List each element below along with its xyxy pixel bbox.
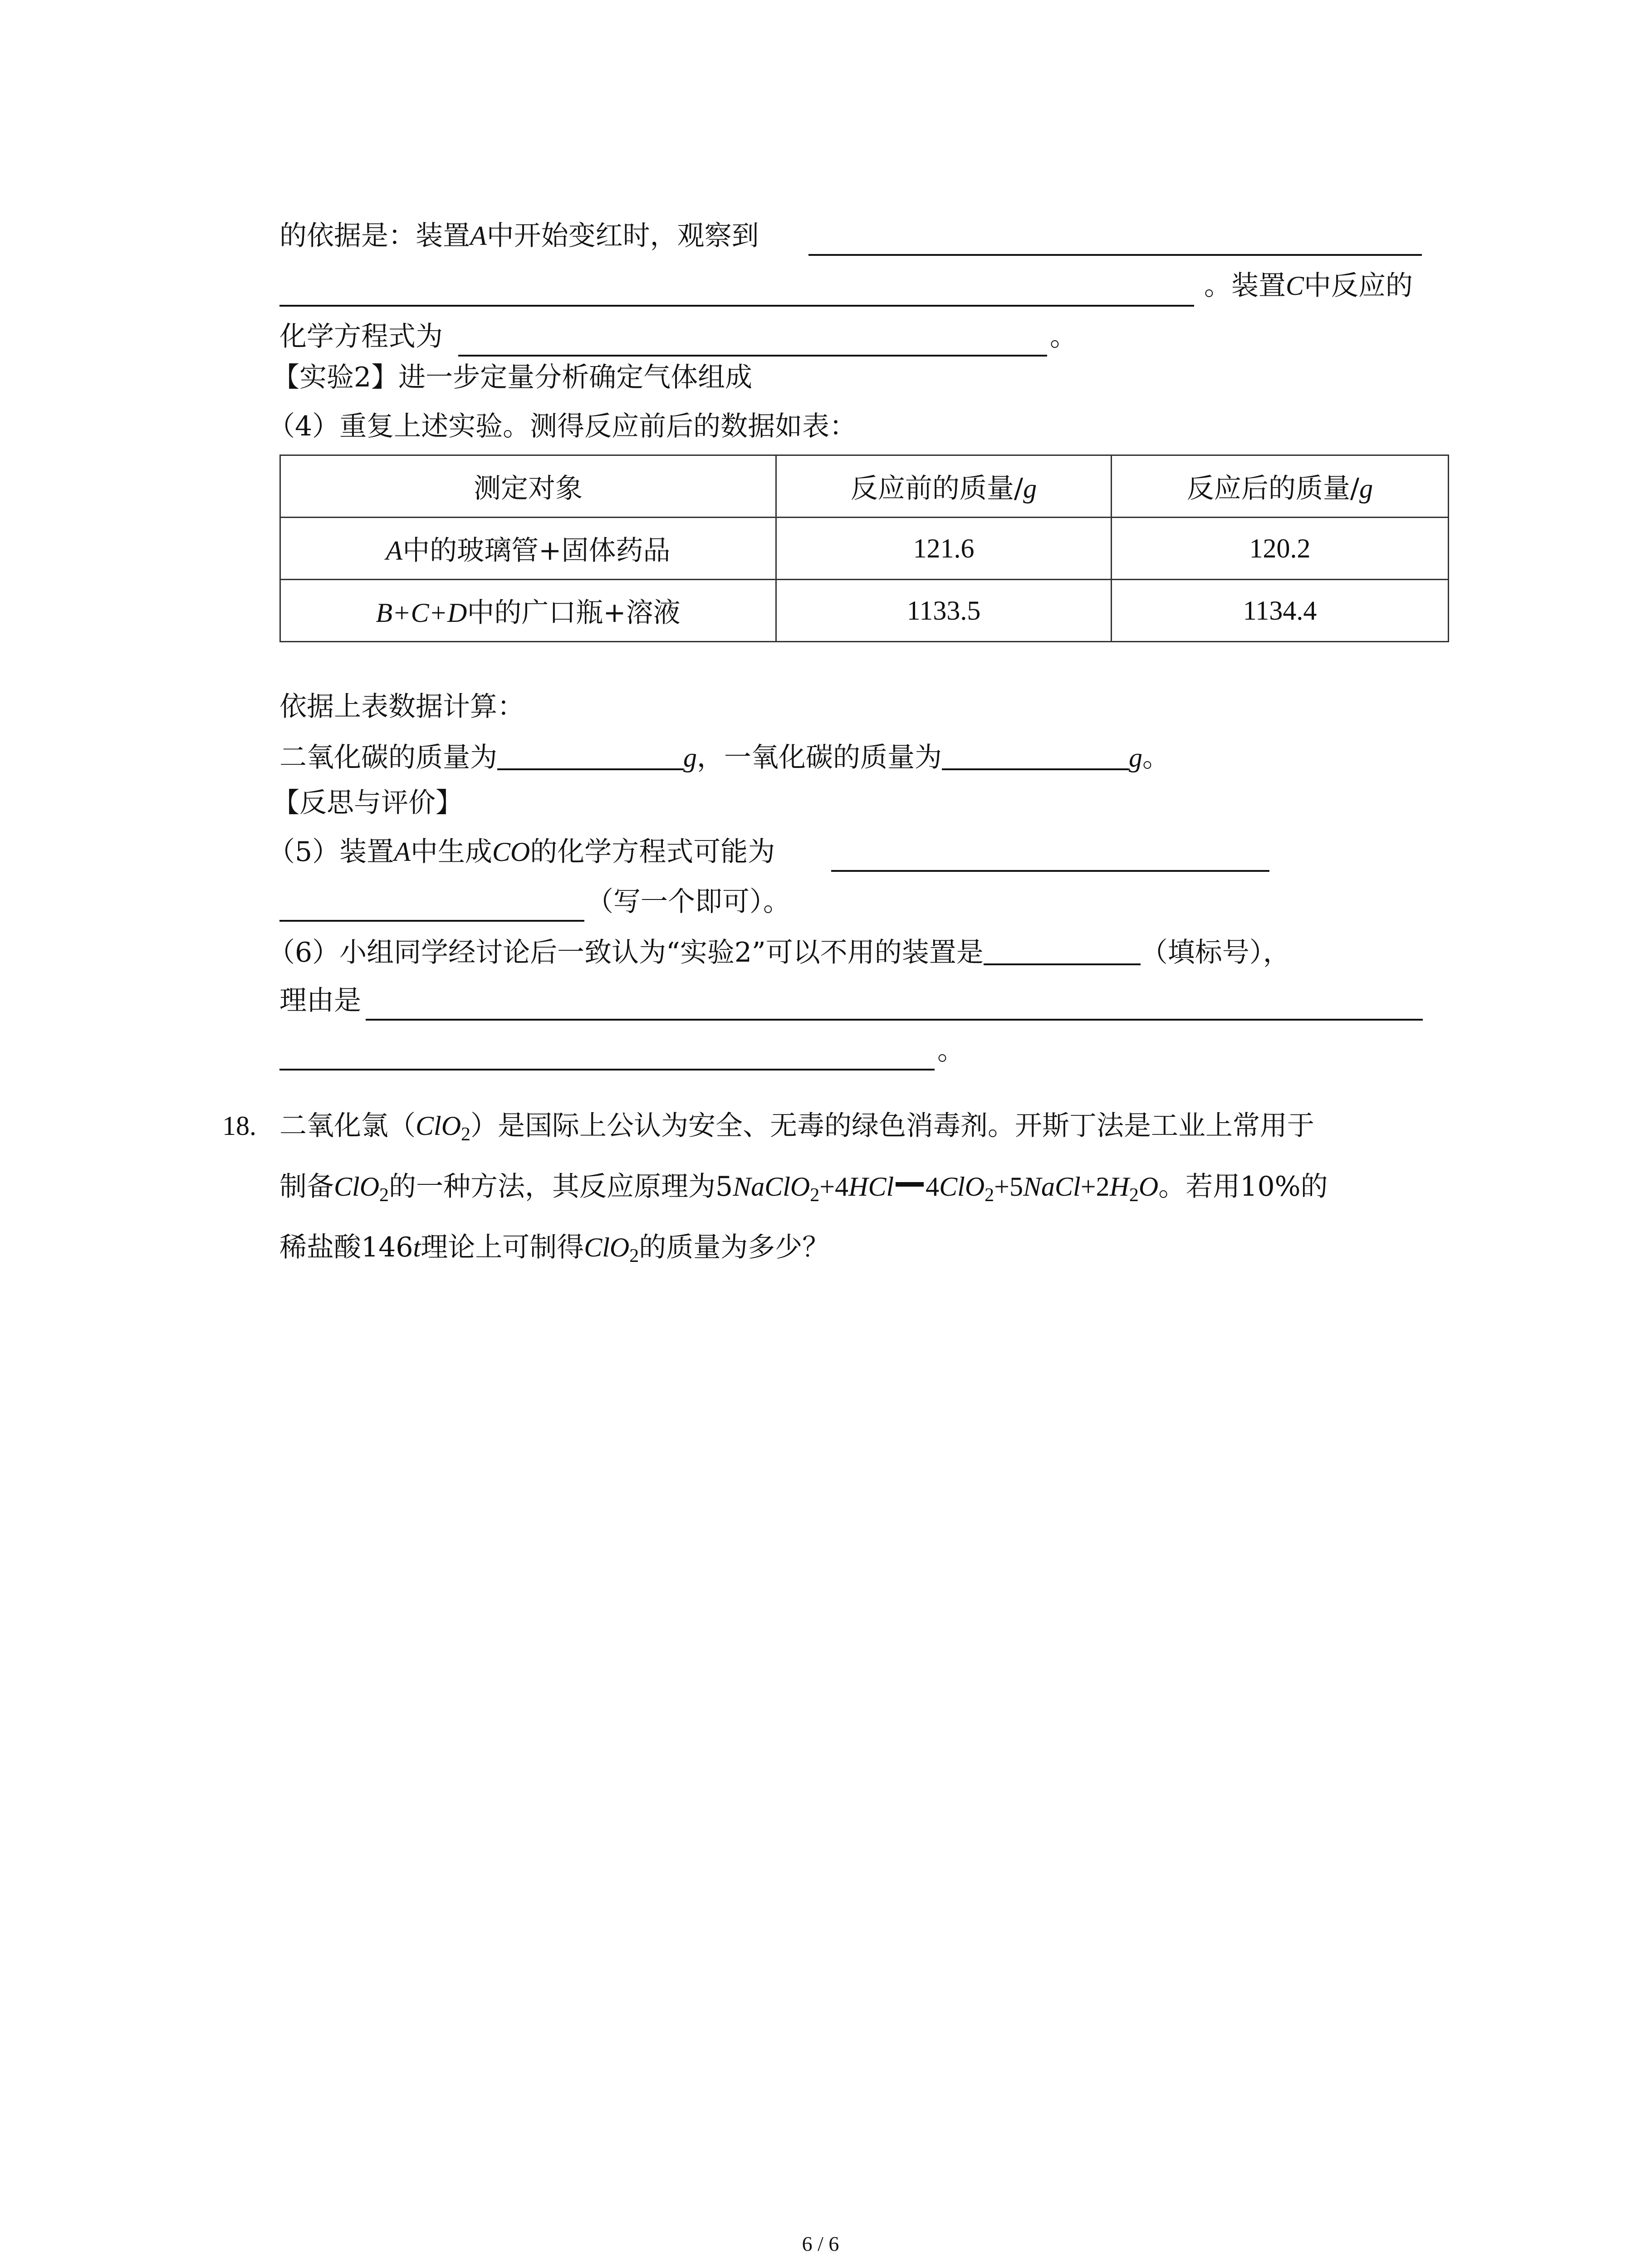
calc-line (279, 742, 1170, 771)
q17-text: 的依据是：装置 (279, 220, 470, 252)
var-A: A (470, 221, 487, 251)
q18-text: 4 (926, 1172, 940, 1202)
device-label-blank[interactable] (984, 937, 1141, 965)
q18-line-2 (279, 1171, 1328, 1206)
sub-question-5-line-2: （写一个即可）。 (586, 886, 790, 918)
sub-question-4: （4）重复上述实验。测得反应前后的数据如表： (268, 411, 857, 442)
table-cell: 1134.4 (1112, 580, 1449, 642)
var-BCD: B+C+D (376, 598, 467, 628)
formula-clo2: ClO (416, 1111, 461, 1141)
q18-text: 二氧化氯（ (279, 1110, 416, 1142)
unit-g: g (1359, 474, 1373, 503)
q17-line-3-end: 。 (1050, 321, 1077, 352)
unit-t: t (413, 1232, 421, 1262)
answer-blank[interactable] (808, 254, 1422, 256)
q17-text: 中开始变红时，观察到 (486, 220, 759, 252)
q18-text: ）是国际上公认为安全、无毒的绿色消毒剂。开斯丁法是工业上常用于 (470, 1110, 1315, 1142)
table-cell: 121.6 (776, 518, 1112, 580)
data-table (279, 455, 1449, 642)
reaction-equals-sign (896, 1182, 924, 1187)
formula-hcl: HCl (848, 1172, 894, 1202)
header-text: 测定对象 (474, 473, 583, 504)
equation-blank-cont[interactable] (279, 920, 584, 922)
subscript: 2 (379, 1185, 389, 1206)
table-header (1112, 455, 1449, 518)
header-text: 反应后的质量/ (1186, 473, 1360, 504)
formula-clo2: ClO (584, 1232, 630, 1262)
q17-text: 化学方程式为 (279, 321, 443, 352)
table-cell (280, 518, 776, 580)
q18-text: 理论上可制得 (421, 1232, 584, 1263)
q17-line-1 (279, 220, 759, 252)
sub-question-5 (268, 836, 775, 868)
co-mass-blank[interactable] (942, 742, 1129, 770)
q18-line-1 (279, 1110, 1315, 1145)
subscript: 2 (1129, 1185, 1139, 1206)
q17-text: 。装置 (1204, 270, 1286, 302)
answer-blank[interactable] (458, 355, 1047, 357)
q5-text: 中生成 (410, 836, 492, 868)
q18-text: 的一种方法，其反应原理为5 (389, 1171, 733, 1202)
sub-question-6 (268, 937, 1290, 966)
q6-text: （6）小组同学经讨论后一致认为“实验2”可以不用的装置是 (268, 937, 984, 968)
q5-text: （5）装置 (268, 836, 394, 868)
formula-clo2: ClO (334, 1172, 380, 1202)
q6-text: （填标号）， (1140, 937, 1290, 968)
cell-text: 中的玻璃管+固体药品 (402, 535, 671, 567)
equation-blank[interactable] (831, 870, 1269, 872)
q18-text: 的质量为多少？ (639, 1232, 830, 1263)
reason-end: 。 (937, 1035, 965, 1066)
q18-text: 稀盐酸146 (279, 1232, 413, 1263)
calc-text: 。 (1142, 742, 1170, 773)
unit-g: g (1023, 474, 1037, 503)
table-header (776, 455, 1112, 518)
subscript: 2 (810, 1185, 820, 1206)
co2-mass-blank[interactable] (497, 742, 683, 770)
reason-blank[interactable] (366, 1019, 1423, 1021)
q18-text: +2 (1080, 1172, 1110, 1202)
var-A: A (394, 837, 411, 867)
cell-text: 中的广口瓶+溶液 (467, 597, 681, 629)
calc-text: ，一氧化碳的质量为 (697, 742, 942, 773)
question-18-number: 18. (222, 1111, 256, 1141)
q18-text: 。若用10%的 (1158, 1171, 1328, 1202)
answer-blank[interactable] (279, 305, 1194, 307)
calc-intro: 依据上表数据计算： (279, 691, 524, 723)
q17-line-3 (279, 323, 443, 350)
q18-line-3 (279, 1232, 830, 1266)
formula-o: O (1138, 1172, 1159, 1202)
unit-g: g (683, 743, 697, 772)
subscript: 2 (629, 1246, 639, 1266)
q17-text: 中反应的 (1304, 270, 1413, 302)
calc-text: 二氧化碳的质量为 (279, 742, 497, 773)
subscript: 2 (985, 1185, 994, 1206)
reason-label: 理由是 (279, 985, 361, 1017)
subscript: 2 (461, 1124, 471, 1145)
formula-clo2: ClO (939, 1172, 985, 1202)
header-text: 反应前的质量/ (850, 473, 1024, 504)
formula-naclo2: NaClO (733, 1172, 810, 1202)
table-row (280, 518, 1449, 580)
table-cell: 1133.5 (776, 580, 1112, 642)
unit-g: g (1129, 743, 1142, 772)
var-C: C (1286, 271, 1304, 301)
table-cell: 120.2 (1112, 518, 1449, 580)
q17-line-2 (1204, 270, 1413, 302)
q18-text: +4 (819, 1172, 849, 1202)
formula-nacl: NaCl (1023, 1172, 1081, 1202)
q18-text: 制备 (279, 1171, 334, 1202)
table-row (280, 580, 1449, 642)
table-header (280, 455, 776, 518)
experiment-2-title: 【实验2】进一步定量分析确定气体组成 (272, 362, 753, 393)
reflection-title: 【反思与评价】 (272, 787, 463, 819)
formula-h: H (1109, 1172, 1129, 1202)
reason-blank-cont[interactable] (279, 1069, 935, 1070)
formula-CO: CO (492, 837, 530, 867)
q18-text: +5 (994, 1172, 1024, 1202)
table-cell (280, 580, 776, 642)
q5-text: 的化学方程式可能为 (530, 836, 775, 868)
page-number: 6 / 6 (802, 2232, 839, 2255)
var-A: A (386, 536, 403, 566)
table-header-row (280, 455, 1449, 518)
